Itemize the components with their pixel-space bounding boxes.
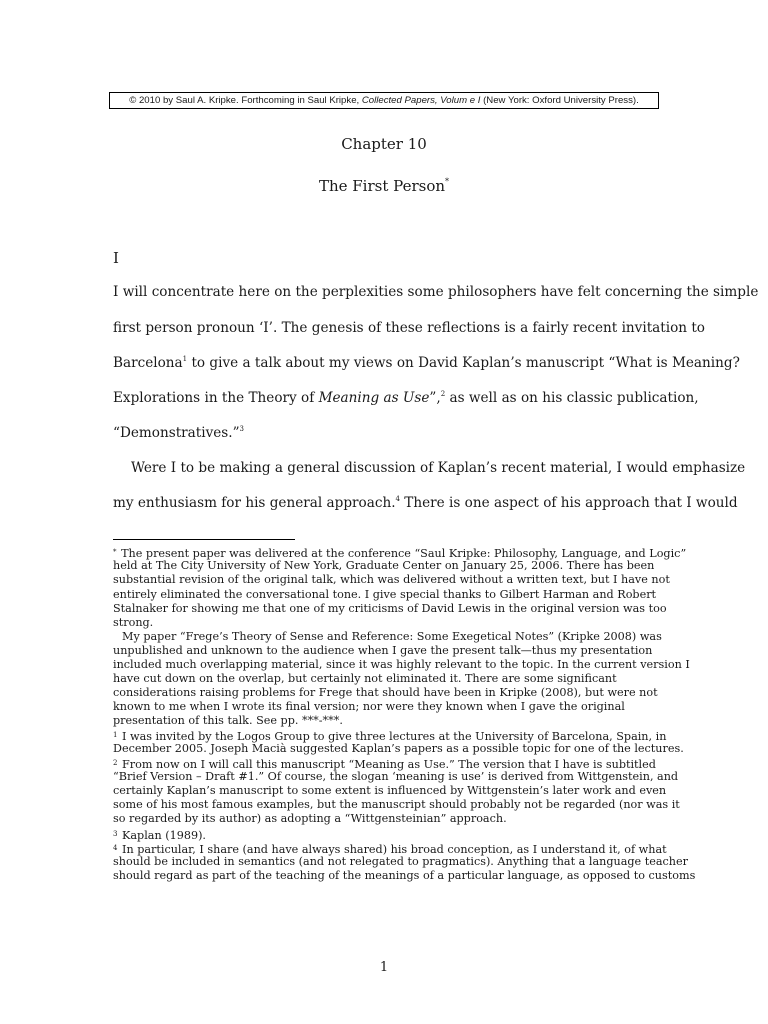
- body-line: first person pronoun ‘I’. The genesis of these reflections is a fairly recent invitation to: [113, 320, 705, 336]
- footnote-ref[interactable]: 3: [239, 425, 245, 433]
- paper-title-text: The First Person: [318, 177, 446, 195]
- footnote-line: held at The City University of New York, Graduate Center on January 25, 2006. There has been: [113, 559, 655, 572]
- footnote-line: December 2005. Joseph Macià suggested Kaplan’s papers as a possible topic for one of the lectures.: [113, 742, 684, 755]
- copyright-notice: [109, 92, 659, 109]
- footnote-ref[interactable]: 4: [395, 495, 400, 503]
- copyright-text: © 2010 by Saul A. Kripke. Forthcoming in Saul Kripke,: [129, 95, 362, 106]
- footnote-line: $^1$ I was invited by the Logos Group to give three lectures at the University of Barcelona, Spain, in: [113, 730, 667, 743]
- footnote-line: presentation of this talk. See pp. ***-***.: [113, 714, 343, 727]
- italic-text: Meaning as Use: [318, 390, 430, 406]
- footnote-line: unpublished and unknown to the audience when I gave the present talk—thus my presentation: [113, 644, 653, 657]
- body-line: Explorations in the Theory of Meaning as Use”,$^2$ as well as on his classic publication,: [113, 390, 699, 406]
- footnote-line: $^4$ In particular, I share (and have always shared) his broad conception, as I understand it, of what: [113, 843, 667, 856]
- section-heading: I: [113, 249, 119, 267]
- body-line: “Demonstratives.”$^3$: [113, 425, 245, 441]
- footnote-ref[interactable]: 2: [440, 390, 446, 398]
- footnote-line: some of his most famous examples, but the manuscript should probably not be regarded (nor was it: [113, 798, 680, 811]
- body-line: Were I to be making a general discussion of Kaplan’s recent material, I would emphasize: [131, 460, 746, 476]
- footnote-line: $^2$ From now on I will call this manuscript “Meaning as Use.” The version that I have is subtitled: [113, 758, 656, 771]
- footnote-line: certainly Kaplan’s manuscript to some extent is influenced by Wittgenstein’s later work and even: [113, 784, 667, 797]
- paper-title: [0, 176, 768, 196]
- footnote-line: * The present paper was delivered at the conference “Saul Kripke: Philosophy, Language, and Logic”: [113, 547, 687, 560]
- footnote-mark: 4: [113, 844, 118, 852]
- footnote-line: should be included in semantics (and not relegated to pragmatics). Anything that a language teacher: [113, 855, 688, 868]
- title-footnote-mark[interactable]: *: [445, 177, 450, 186]
- footnote-line: “Brief Version – Draft #1.” Of course, the slogan ‘meaning is use’ is derived from Wittgenstein, and: [113, 770, 679, 783]
- footnote-ref[interactable]: 1: [182, 355, 188, 363]
- copyright-publisher: (New York: Oxford University Press).: [480, 95, 639, 106]
- footnote-mark: 1: [113, 731, 118, 739]
- footnote-line: so regarded by its author) as adopting a “Wittgensteinian” approach.: [113, 812, 507, 825]
- footnote-line: Stalnaker for showing me that one of my criticisms of David Lewis in the original version was too: [113, 602, 667, 615]
- footnote-separator: [113, 539, 295, 540]
- footnote-line: have cut down on the overlap, but certainly not eliminated it. There are some significant: [113, 672, 617, 685]
- body-line: Barcelona$^1$ to give a talk about my views on David Kaplan’s manuscript “What is Meaning?: [113, 355, 740, 371]
- footnote-mark: 3: [113, 830, 118, 838]
- footnote-line: should regard as part of the teaching of the meanings of a particular language, as opposed to customs: [113, 869, 696, 882]
- footnote-line: considerations raising problems for Frege that should have been in Kripke (2008), but were not: [113, 686, 658, 699]
- chapter-label: Chapter 10: [341, 135, 427, 153]
- footnote-line: included much overlapping material, since it was highly relevant to the topic. In the current version I: [113, 658, 690, 671]
- body-line: my enthusiasm for his general approach.$^4$ There is one aspect of his approach that I would: [113, 495, 738, 511]
- footnote-line: entirely eliminated the conversational tone. I give special thanks to Gilbert Harman and Robert: [113, 588, 657, 601]
- page-number: 1: [379, 960, 389, 975]
- footnote-line: known to me when I wrote its final version; nor were they known when I gave the original: [113, 700, 625, 713]
- footnote-line: My paper “Frege’s Theory of Sense and Reference: Some Exegetical Notes” (Kripke 2008) was: [122, 630, 662, 643]
- footnote-line: substantial revision of the original talk, which was delivered without a written text, but I have not: [113, 573, 670, 586]
- copyright-book-title: Collected Papers, Volum e I: [361, 95, 481, 106]
- footnote-mark: 2: [113, 759, 118, 767]
- body-line: I will concentrate here on the perplexities some philosophers have felt concerning the simple: [113, 284, 759, 300]
- footnote-line: strong.: [113, 616, 154, 629]
- footnote-mark: *: [113, 548, 117, 556]
- footnote-line: $^3$ Kaplan (1989).: [113, 829, 206, 842]
